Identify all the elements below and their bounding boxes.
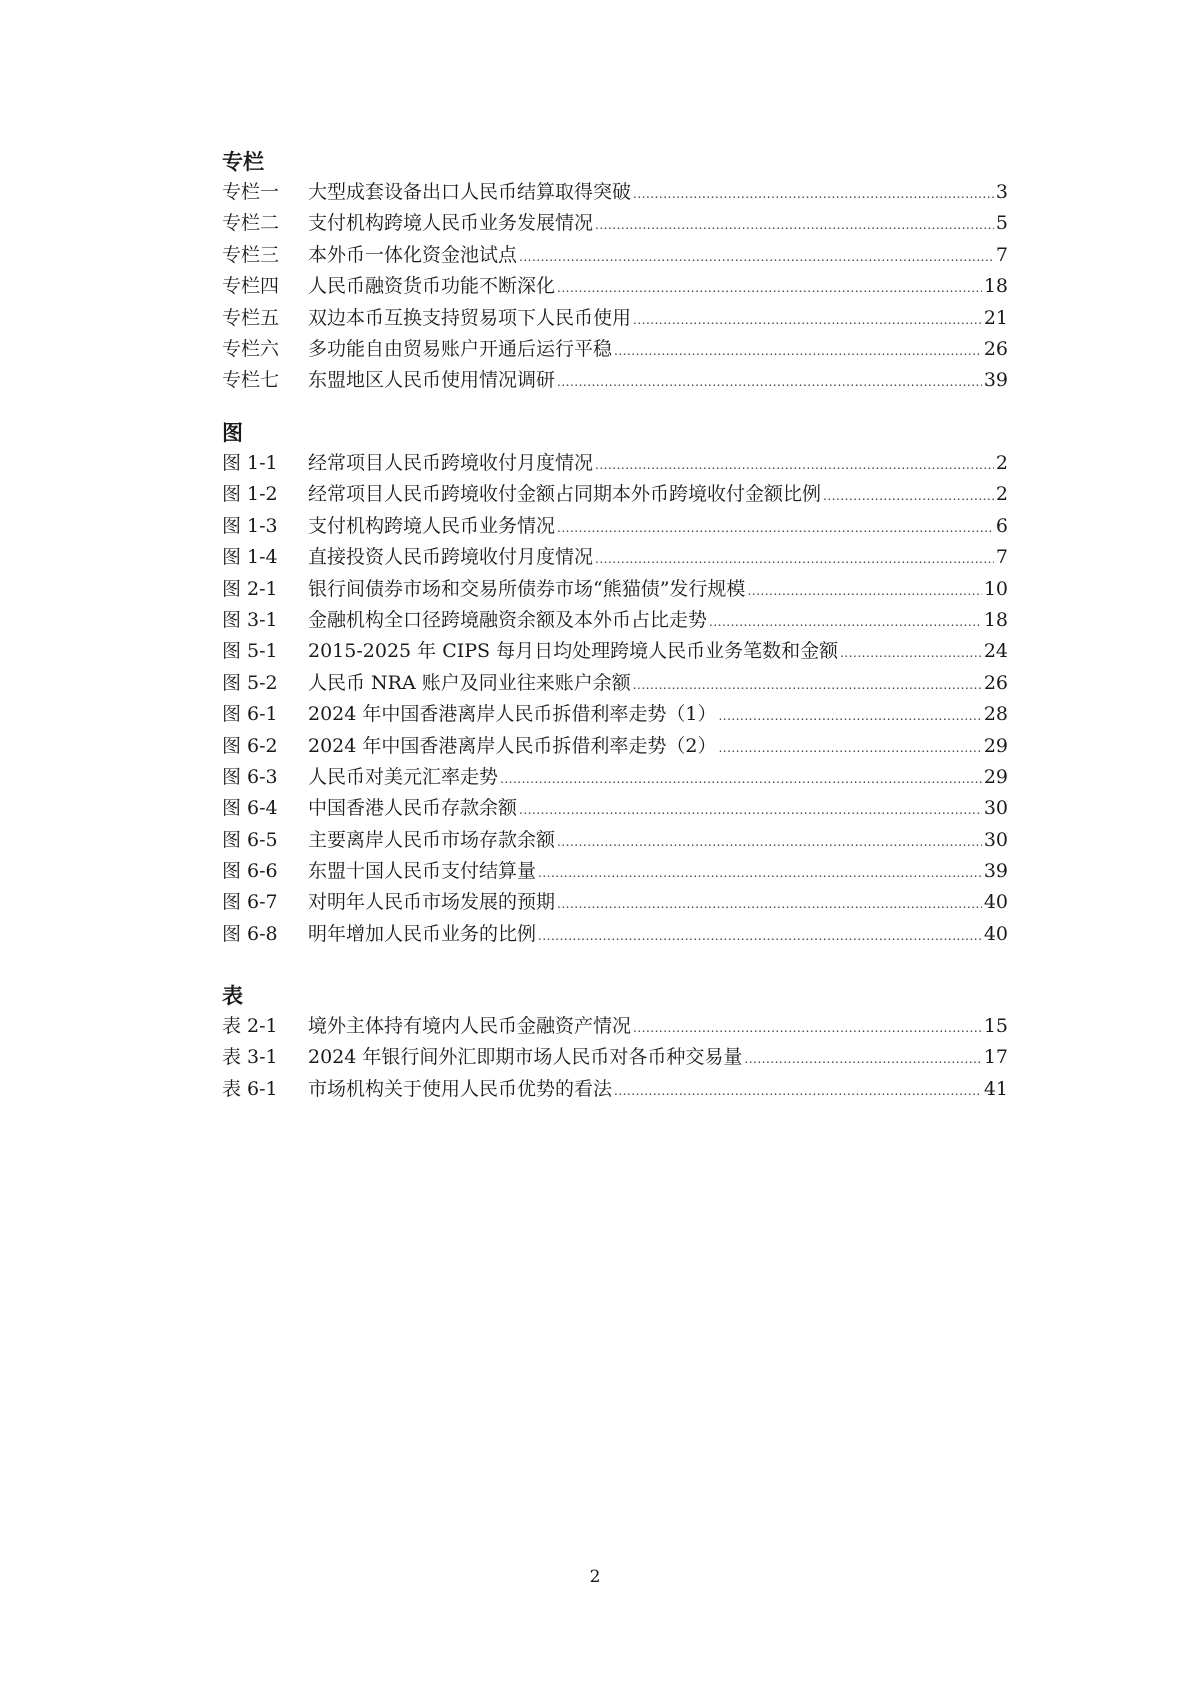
toc-entry-leader xyxy=(747,574,981,607)
toc-entry-page: 18 xyxy=(983,275,1008,298)
toc-entry[interactable] xyxy=(222,919,1008,950)
toc-entry-label: 专栏二 xyxy=(222,212,280,235)
toc-entry-title: 支付机构跨境人民币业务情况 xyxy=(308,514,556,537)
toc-entry-leader xyxy=(718,699,981,732)
toc-entry-title: 市场机构关于使用人民币优势的看法 xyxy=(308,1077,613,1100)
toc-entry-label: 专栏四 xyxy=(222,275,280,298)
toc-entry[interactable] xyxy=(222,365,1008,396)
toc-entry-page: 15 xyxy=(983,1015,1008,1037)
toc-entry-label: 图 3-1 xyxy=(222,608,278,631)
toc-entry-title: 人民币对美元汇率走势 xyxy=(308,765,499,788)
toc-entry-page: 41 xyxy=(983,1077,1008,1100)
toc-entry-label: 图 2-1 xyxy=(222,577,278,600)
toc-entry-leader xyxy=(538,919,982,952)
toc-entry-page: 5 xyxy=(995,212,1008,235)
toc-entry[interactable] xyxy=(222,511,1008,542)
toc-entry-leader xyxy=(595,448,994,481)
toc-entry-label: 图 6-1 xyxy=(222,703,278,726)
toc-entry-page: 26 xyxy=(983,671,1008,694)
toc-entry[interactable] xyxy=(222,574,1008,605)
toc-entry-title: 明年增加人民币业务的比例 xyxy=(308,922,537,945)
toc-entry-page: 30 xyxy=(983,828,1008,851)
toc-entry-title: 2024 年中国香港离岸人民币拆借利率走势（1） xyxy=(308,703,717,726)
tables-heading: 表 xyxy=(222,984,243,1008)
toc-entry[interactable] xyxy=(222,762,1008,793)
toc-entry-page: 7 xyxy=(995,546,1008,569)
toc-entry[interactable] xyxy=(222,887,1008,918)
toc-entry-label: 图 6-8 xyxy=(222,922,278,945)
toc-entry-title: 多功能自由贸易账户开通后运行平稳 xyxy=(308,337,613,360)
toc-entry-title: 金融机构全口径跨境融资余额及本外币占比走势 xyxy=(308,608,708,631)
toc-entry-label: 图 6-5 xyxy=(222,828,278,851)
toc-entry-label: 专栏七 xyxy=(222,369,280,392)
toc-entry-title: 支付机构跨境人民币业务发展情况 xyxy=(308,212,594,235)
page-number: 2 xyxy=(589,1567,601,1587)
toc-entry-title: 经常项目人民币跨境收付金额占同期本外币跨境收付金额比例 xyxy=(308,483,822,506)
toc-entry-page: 29 xyxy=(983,734,1008,757)
toc-entry-leader xyxy=(823,479,994,512)
toc-entry-title: 主要离岸人民币市场存款余额 xyxy=(308,828,556,851)
tables-section xyxy=(222,981,1008,1105)
toc-entry[interactable] xyxy=(222,856,1008,887)
toc-entry-label: 图 1-4 xyxy=(222,546,278,569)
toc-entry[interactable] xyxy=(222,1011,1008,1042)
figures-heading: 图 xyxy=(222,421,243,445)
figures-list xyxy=(222,448,1008,950)
toc-entry-page: 28 xyxy=(983,703,1008,726)
toc-entry-leader xyxy=(840,636,982,669)
toc-entry-leader xyxy=(614,1074,982,1107)
toc-entry-page: 21 xyxy=(983,306,1008,329)
toc-entry-page: 40 xyxy=(983,891,1008,914)
toc-entry-label: 图 6-2 xyxy=(222,734,278,757)
toc-entry-leader xyxy=(744,1042,981,1075)
toc-entry-page: 26 xyxy=(983,337,1008,360)
toc-entry-title: 2015-2025 年 CIPS 每月日均处理跨境人民币业务笔数和金额 xyxy=(308,640,839,663)
toc-entry[interactable] xyxy=(222,177,1008,208)
toc-entry-page: 3 xyxy=(995,181,1008,203)
tables-list xyxy=(222,1011,1008,1105)
toc-entry-page: 30 xyxy=(983,797,1008,820)
toc-entry[interactable] xyxy=(222,825,1008,856)
toc-entry[interactable] xyxy=(222,334,1008,365)
toc-entry-leader xyxy=(633,1011,982,1044)
toc-entry-leader xyxy=(557,887,982,920)
toc-entry-label: 图 6-6 xyxy=(222,860,278,883)
toc-entry-page: 18 xyxy=(983,608,1008,631)
toc-entry-label: 图 5-2 xyxy=(222,671,278,694)
toc-entry-leader xyxy=(633,177,994,210)
toc-entry-title: 经常项目人民币跨境收付月度情况 xyxy=(308,452,594,474)
toc-entry[interactable] xyxy=(222,668,1008,699)
toc-entry[interactable] xyxy=(222,240,1008,271)
columns-heading: 专栏 xyxy=(222,150,264,174)
toc-entry[interactable] xyxy=(222,303,1008,334)
figures-section xyxy=(222,418,1008,950)
toc-entry[interactable] xyxy=(222,208,1008,239)
toc-entry[interactable] xyxy=(222,636,1008,667)
toc-entry[interactable] xyxy=(222,605,1008,636)
toc-entry-title: 银行间债券市场和交易所债券市场“熊猫债”发行规模 xyxy=(308,577,746,600)
toc-entry-page: 7 xyxy=(995,243,1008,266)
toc-entry[interactable] xyxy=(222,1074,1008,1105)
toc-entry-page: 39 xyxy=(983,369,1008,392)
toc-entry-leader xyxy=(595,542,994,575)
toc-entry-leader xyxy=(633,303,982,336)
toc-entry[interactable] xyxy=(222,731,1008,762)
toc-entry-title: 大型成套设备出口人民币结算取得突破 xyxy=(308,181,632,203)
toc-entry-title: 对明年人民币市场发展的预期 xyxy=(308,891,556,914)
toc-entry-label: 图 6-4 xyxy=(222,797,278,820)
toc-entry-page: 6 xyxy=(995,514,1008,537)
toc-entry-leader xyxy=(557,511,994,544)
toc-entry[interactable] xyxy=(222,271,1008,302)
toc-entry-page: 40 xyxy=(983,922,1008,945)
toc-entry-leader xyxy=(614,334,982,367)
toc-entry-page: 24 xyxy=(983,640,1008,663)
toc-entry-label: 图 1-1 xyxy=(222,452,278,474)
toc-entry-leader xyxy=(500,762,982,795)
toc-entry-page: 2 xyxy=(995,483,1008,506)
toc-entry-title: 东盟地区人民币使用情况调研 xyxy=(308,369,556,392)
toc-entry[interactable] xyxy=(222,1042,1008,1073)
columns-section xyxy=(222,147,1008,397)
toc-entry-leader xyxy=(557,365,982,398)
toc-entry-leader xyxy=(709,605,982,638)
toc-entry-leader xyxy=(519,240,994,273)
toc-entry-label: 图 1-2 xyxy=(222,483,278,506)
toc-entry-label: 图 1-3 xyxy=(222,514,278,537)
toc-entry-label: 表 3-1 xyxy=(222,1046,278,1069)
toc-entry[interactable] xyxy=(222,699,1008,730)
toc-entry-label: 专栏一 xyxy=(222,181,280,203)
toc-entry-title: 双边本币互换支持贸易项下人民币使用 xyxy=(308,306,632,329)
toc-entry-page: 29 xyxy=(983,765,1008,788)
toc-entry-label: 图 6-7 xyxy=(222,891,278,914)
toc-entry-label: 专栏三 xyxy=(222,243,280,266)
toc-entry-label: 专栏六 xyxy=(222,337,280,360)
toc-entry-title: 2024 年中国香港离岸人民币拆借利率走势（2） xyxy=(308,734,717,757)
toc-entry-title: 直接投资人民币跨境收付月度情况 xyxy=(308,546,594,569)
toc-entry-page: 2 xyxy=(995,452,1008,474)
toc-entry-label: 表 6-1 xyxy=(222,1077,278,1100)
toc-entry-leader xyxy=(538,856,982,889)
toc-entry-label: 表 2-1 xyxy=(222,1015,278,1037)
toc-entry[interactable] xyxy=(222,479,1008,510)
toc-entry-title: 境外主体持有境内人民币金融资产情况 xyxy=(308,1015,632,1037)
toc-entry-leader xyxy=(718,731,981,764)
toc-entry-title: 2024 年银行间外汇即期市场人民币对各币种交易量 xyxy=(308,1046,743,1069)
toc-entry-leader xyxy=(633,668,982,701)
toc-entry-leader xyxy=(519,793,982,826)
toc-entry-title: 人民币 NRA 账户及同业往来账户余额 xyxy=(308,671,631,694)
toc-entry-label: 专栏五 xyxy=(222,306,280,329)
toc-entry-page: 17 xyxy=(983,1046,1008,1069)
toc-entry-label: 图 6-3 xyxy=(222,765,278,788)
toc-entry-page: 10 xyxy=(983,577,1008,600)
toc-entry-page: 39 xyxy=(983,860,1008,883)
toc-entry-leader xyxy=(557,825,982,858)
toc-entry-leader xyxy=(557,271,982,304)
toc-entry[interactable] xyxy=(222,793,1008,824)
toc-entry-title: 本外币一体化资金池试点 xyxy=(308,243,518,266)
columns-list xyxy=(222,177,1008,397)
toc-entry[interactable] xyxy=(222,542,1008,573)
toc-entry-title: 中国香港人民币存款余额 xyxy=(308,797,518,820)
toc-entry-title: 东盟十国人民币支付结算量 xyxy=(308,860,537,883)
toc-entry-leader xyxy=(595,208,994,241)
toc-entry[interactable] xyxy=(222,448,1008,479)
toc-entry-title: 人民币融资货币功能不断深化 xyxy=(308,275,556,298)
toc-entry-label: 图 5-1 xyxy=(222,640,278,663)
